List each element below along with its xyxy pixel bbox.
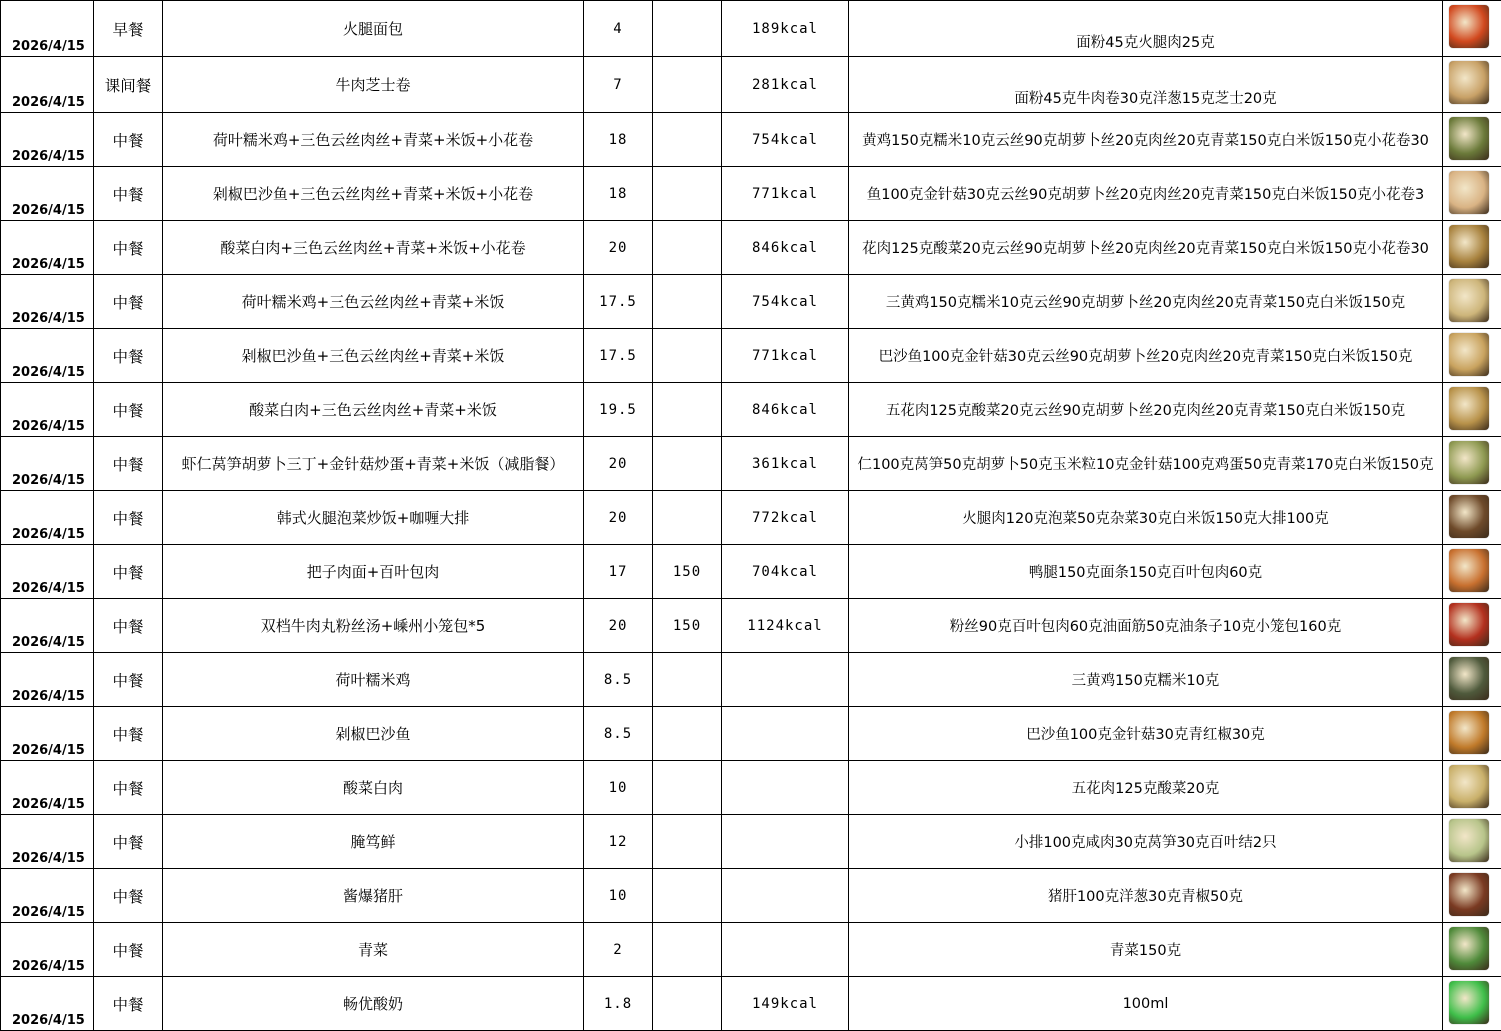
price-cell[interactable]: 2 <box>584 923 653 977</box>
dish-photo-cell[interactable] <box>1443 815 1501 869</box>
dish-photo-icon[interactable] <box>1449 711 1489 754</box>
grams-cell[interactable] <box>653 1 722 57</box>
grams-cell[interactable] <box>653 815 722 869</box>
price-cell[interactable]: 4 <box>584 1 653 57</box>
date-cell[interactable]: 2026/4/15 <box>1 815 94 869</box>
price-cell[interactable]: 20 <box>584 491 653 545</box>
table-row[interactable] <box>1 869 1501 923</box>
dish-photo-cell[interactable] <box>1443 869 1501 923</box>
meal-type-cell[interactable]: 中餐 <box>94 815 163 869</box>
price-cell[interactable]: 8.5 <box>584 707 653 761</box>
grams-cell[interactable] <box>653 923 722 977</box>
table-row[interactable] <box>1 815 1501 869</box>
calories-cell[interactable]: 846kcal <box>722 383 849 437</box>
ingredients-text: 鸭腿150克面条150克百叶包肉60克 <box>849 561 1442 582</box>
dish-photo-cell[interactable] <box>1443 437 1501 491</box>
dish-photo-icon[interactable] <box>1449 927 1489 970</box>
date-cell[interactable]: 2026/4/15 <box>1 491 94 545</box>
ingredients-cell[interactable] <box>849 491 1443 545</box>
date-cell[interactable]: 2026/4/15 <box>1 599 94 653</box>
dish-photo-cell[interactable] <box>1443 923 1501 977</box>
ingredients-cell[interactable] <box>849 545 1443 599</box>
price-cell[interactable]: 8.5 <box>584 653 653 707</box>
date-cell[interactable]: 2026/4/15 <box>1 383 94 437</box>
meal-type-cell[interactable]: 中餐 <box>94 167 163 221</box>
ingredients-text: 火腿肉120克泡菜50克杂菜30克白米饭150克大排100克 <box>849 507 1442 528</box>
dish-name-cell[interactable]: 韩式火腿泡菜炒饭+咖喱大排 <box>163 491 584 545</box>
calories-cell[interactable]: 361kcal <box>722 437 849 491</box>
price-cell[interactable]: 20 <box>584 599 653 653</box>
calories-cell[interactable]: 754kcal <box>722 113 849 167</box>
dish-photo-cell[interactable] <box>1443 599 1501 653</box>
calories-cell[interactable]: 771kcal <box>722 329 849 383</box>
calories-cell[interactable]: 1124kcal <box>722 599 849 653</box>
table-row[interactable] <box>1 545 1501 599</box>
dish-photo-icon[interactable] <box>1449 387 1489 430</box>
dish-name-cell[interactable]: 双档牛肉丸粉丝汤+嵊州小笼包*5 <box>163 599 584 653</box>
table-row[interactable] <box>1 113 1501 167</box>
grams-cell[interactable] <box>653 977 722 1031</box>
ingredients-text: 巴沙鱼100克金针菇30克云丝90克胡萝卜丝20克肉丝20克青菜150克白米饭150克 <box>849 345 1442 366</box>
calories-cell[interactable] <box>722 815 849 869</box>
date-cell[interactable]: 2026/4/15 <box>1 113 94 167</box>
grams-cell[interactable]: 150 <box>653 599 722 653</box>
ingredients-cell[interactable] <box>849 923 1443 977</box>
date-cell[interactable]: 2026/4/15 <box>1 167 94 221</box>
ingredients-text: 三黄鸡150克糯米10克云丝90克胡萝卜丝20克肉丝20克青菜150克白米饭150克 <box>849 291 1442 312</box>
dish-name-cell[interactable]: 剁椒巴沙鱼+三色云丝肉丝+青菜+米饭 <box>163 329 584 383</box>
meal-type-cell[interactable]: 中餐 <box>94 707 163 761</box>
dish-photo-icon[interactable] <box>1449 549 1489 592</box>
date-cell[interactable]: 2026/4/15 <box>1 923 94 977</box>
dish-photo-cell[interactable] <box>1443 57 1501 113</box>
dish-photo-icon[interactable] <box>1449 819 1489 862</box>
ingredients-cell[interactable] <box>849 275 1443 329</box>
date-cell[interactable]: 2026/4/15 <box>1 1 94 57</box>
ingredients-cell[interactable] <box>849 977 1443 1031</box>
meal-type-cell[interactable]: 中餐 <box>94 491 163 545</box>
ingredients-cell[interactable] <box>849 707 1443 761</box>
dish-photo-icon[interactable] <box>1449 279 1489 322</box>
table-row[interactable] <box>1 275 1501 329</box>
dish-photo-cell[interactable] <box>1443 383 1501 437</box>
calories-cell[interactable] <box>722 923 849 977</box>
table-row[interactable] <box>1 707 1501 761</box>
ingredients-cell[interactable] <box>849 869 1443 923</box>
dish-photo-icon[interactable] <box>1449 61 1489 104</box>
grams-cell[interactable]: 150 <box>653 545 722 599</box>
date-cell[interactable]: 2026/4/15 <box>1 437 94 491</box>
meal-type-cell[interactable]: 中餐 <box>94 383 163 437</box>
ingredients-cell[interactable] <box>849 329 1443 383</box>
grams-cell[interactable] <box>653 761 722 815</box>
ingredients-text: 巴沙鱼100克金针菇30克青红椒30克 <box>849 723 1442 744</box>
table-row[interactable] <box>1 57 1501 113</box>
grams-cell[interactable] <box>653 329 722 383</box>
dish-name-cell[interactable]: 酱爆猪肝 <box>163 869 584 923</box>
calories-cell[interactable]: 846kcal <box>722 221 849 275</box>
ingredients-text: 粉丝90克百叶包肉60克油面筋50克油条子10克小笼包160克 <box>849 615 1442 636</box>
meal-type-cell[interactable]: 中餐 <box>94 599 163 653</box>
meal-type-cell[interactable]: 中餐 <box>94 275 163 329</box>
ingredients-text: 面粉45克牛肉卷30克洋葱15克芝士20克 <box>849 87 1442 108</box>
meal-type-cell[interactable]: 中餐 <box>94 437 163 491</box>
dish-photo-cell[interactable] <box>1443 707 1501 761</box>
grams-cell[interactable] <box>653 113 722 167</box>
meal-type-cell[interactable]: 中餐 <box>94 545 163 599</box>
ingredients-cell[interactable] <box>849 653 1443 707</box>
ingredients-text: 鱼100克金针菇30克云丝90克胡萝卜丝20克肉丝20克青菜150克白米饭150克小花卷3 <box>849 183 1442 204</box>
dish-name-cell[interactable]: 畅优酸奶 <box>163 977 584 1031</box>
ingredients-text: 三黄鸡150克糯米10克 <box>849 669 1442 690</box>
dish-photo-cell[interactable] <box>1443 275 1501 329</box>
meal-type-cell[interactable]: 中餐 <box>94 653 163 707</box>
price-cell[interactable]: 18 <box>584 113 653 167</box>
meal-type-cell[interactable]: 课间餐 <box>94 57 163 113</box>
ingredients-text: 五花肉125克酸菜20克 <box>849 777 1442 798</box>
table-row[interactable] <box>1 329 1501 383</box>
grams-cell[interactable] <box>653 167 722 221</box>
dish-photo-icon[interactable] <box>1449 171 1489 214</box>
table-row[interactable] <box>1 653 1501 707</box>
grams-cell[interactable] <box>653 707 722 761</box>
date-cell[interactable]: 2026/4/15 <box>1 761 94 815</box>
dish-photo-icon[interactable] <box>1449 981 1489 1024</box>
dish-name-cell[interactable]: 虾仁莴笋胡萝卜三丁+金针菇炒蛋+青菜+米饭（减脂餐） <box>163 437 584 491</box>
dish-name-cell[interactable]: 剁椒巴沙鱼 <box>163 707 584 761</box>
meal-type-cell[interactable]: 中餐 <box>94 113 163 167</box>
price-cell[interactable]: 10 <box>584 869 653 923</box>
dish-photo-cell[interactable] <box>1443 977 1501 1031</box>
ingredients-text: 青菜150克 <box>849 939 1442 960</box>
grams-cell[interactable] <box>653 491 722 545</box>
grams-cell[interactable] <box>653 383 722 437</box>
ingredients-text: 面粉45克火腿肉25克 <box>849 31 1442 52</box>
grams-cell[interactable] <box>653 275 722 329</box>
meal-type-cell[interactable]: 中餐 <box>94 869 163 923</box>
dish-name-cell[interactable]: 火腿面包 <box>163 1 584 57</box>
calories-cell[interactable]: 771kcal <box>722 167 849 221</box>
grams-cell[interactable] <box>653 221 722 275</box>
date-cell[interactable]: 2026/4/15 <box>1 545 94 599</box>
meal-type-cell[interactable]: 中餐 <box>94 923 163 977</box>
dish-photo-cell[interactable] <box>1443 113 1501 167</box>
dish-photo-cell[interactable] <box>1443 1 1501 57</box>
ingredients-cell[interactable] <box>849 815 1443 869</box>
ingredients-cell[interactable] <box>849 599 1443 653</box>
price-cell[interactable]: 7 <box>584 57 653 113</box>
date-cell[interactable]: 2026/4/15 <box>1 653 94 707</box>
dish-name-cell[interactable]: 荷叶糯米鸡 <box>163 653 584 707</box>
meal-type-cell[interactable]: 中餐 <box>94 221 163 275</box>
table-row[interactable] <box>1 923 1501 977</box>
price-cell[interactable]: 17 <box>584 545 653 599</box>
price-cell[interactable]: 20 <box>584 221 653 275</box>
calories-cell[interactable]: 149kcal <box>722 977 849 1031</box>
ingredients-text: 100ml <box>849 996 1442 1012</box>
meal-type-cell[interactable]: 中餐 <box>94 329 163 383</box>
dish-name-cell[interactable]: 酸菜白肉+三色云丝肉丝+青菜+米饭 <box>163 383 584 437</box>
date-cell[interactable]: 2026/4/15 <box>1 275 94 329</box>
price-cell[interactable]: 17.5 <box>584 329 653 383</box>
dish-name-cell[interactable]: 酸菜白肉+三色云丝肉丝+青菜+米饭+小花卷 <box>163 221 584 275</box>
meal-type-cell[interactable]: 中餐 <box>94 977 163 1031</box>
dish-name-cell[interactable]: 把子肉面+百叶包肉 <box>163 545 584 599</box>
dish-photo-icon[interactable] <box>1449 765 1489 808</box>
dish-name-cell[interactable]: 荷叶糯米鸡+三色云丝肉丝+青菜+米饭+小花卷 <box>163 113 584 167</box>
dish-photo-cell[interactable] <box>1443 761 1501 815</box>
dish-photo-cell[interactable] <box>1443 491 1501 545</box>
dish-photo-icon[interactable] <box>1449 333 1489 376</box>
ingredients-text: 黄鸡150克糯米10克云丝90克胡萝卜丝20克肉丝20克青菜150克白米饭150克小花卷30 <box>849 129 1442 150</box>
ingredients-cell[interactable] <box>849 1 1443 57</box>
table-row[interactable] <box>1 977 1501 1031</box>
meal-type-cell[interactable]: 早餐 <box>94 1 163 57</box>
dish-name-cell[interactable]: 牛肉芝士卷 <box>163 57 584 113</box>
price-cell[interactable]: 18 <box>584 167 653 221</box>
dish-photo-icon[interactable] <box>1449 117 1489 160</box>
dish-photo-icon[interactable] <box>1449 5 1489 48</box>
price-cell[interactable]: 20 <box>584 437 653 491</box>
price-cell[interactable]: 19.5 <box>584 383 653 437</box>
table-row[interactable] <box>1 599 1501 653</box>
calories-cell[interactable]: 704kcal <box>722 545 849 599</box>
meal-type-cell[interactable]: 中餐 <box>94 761 163 815</box>
ingredients-cell[interactable] <box>849 113 1443 167</box>
ingredients-cell[interactable] <box>849 221 1443 275</box>
ingredients-cell[interactable] <box>849 57 1443 113</box>
dish-photo-icon[interactable] <box>1449 873 1489 916</box>
ingredients-cell[interactable] <box>849 167 1443 221</box>
ingredients-cell[interactable] <box>849 383 1443 437</box>
ingredients-cell[interactable] <box>849 437 1443 491</box>
price-cell[interactable]: 17.5 <box>584 275 653 329</box>
table-row[interactable] <box>1 761 1501 815</box>
dish-photo-icon[interactable] <box>1449 495 1489 538</box>
dish-photo-cell[interactable] <box>1443 167 1501 221</box>
date-cell[interactable]: 2026/4/15 <box>1 977 94 1031</box>
dish-photo-cell[interactable] <box>1443 653 1501 707</box>
dish-photo-cell[interactable] <box>1443 545 1501 599</box>
dish-name-cell[interactable]: 荷叶糯米鸡+三色云丝肉丝+青菜+米饭 <box>163 275 584 329</box>
calories-cell[interactable] <box>722 761 849 815</box>
grams-cell[interactable] <box>653 437 722 491</box>
ingredients-text: 仁100克莴笋50克胡萝卜50克玉米粒10克金针菇100克鸡蛋50克青菜170克白米饭150克 <box>849 453 1442 474</box>
date-cell[interactable]: 2026/4/15 <box>1 221 94 275</box>
grams-cell[interactable] <box>653 869 722 923</box>
dish-photo-icon[interactable] <box>1449 657 1489 700</box>
price-cell[interactable]: 12 <box>584 815 653 869</box>
dish-name-cell[interactable]: 腌笃鲜 <box>163 815 584 869</box>
dish-photo-icon[interactable] <box>1449 603 1489 646</box>
ingredients-text: 五花肉125克酸菜20克云丝90克胡萝卜丝20克肉丝20克青菜150克白米饭150克 <box>849 399 1442 420</box>
date-cell[interactable]: 2026/4/15 <box>1 57 94 113</box>
dish-photo-cell[interactable] <box>1443 329 1501 383</box>
table-row[interactable] <box>1 167 1501 221</box>
dish-name-cell[interactable]: 青菜 <box>163 923 584 977</box>
calories-cell[interactable]: 281kcal <box>722 57 849 113</box>
calories-cell[interactable] <box>722 707 849 761</box>
dish-name-cell[interactable]: 酸菜白肉 <box>163 761 584 815</box>
calories-cell[interactable]: 754kcal <box>722 275 849 329</box>
dish-name-cell[interactable]: 剁椒巴沙鱼+三色云丝肉丝+青菜+米饭+小花卷 <box>163 167 584 221</box>
calories-cell[interactable] <box>722 869 849 923</box>
date-cell[interactable]: 2026/4/15 <box>1 869 94 923</box>
ingredients-text: 花肉125克酸菜20克云丝90克胡萝卜丝20克肉丝20克青菜150克白米饭150克小花卷30 <box>849 237 1442 258</box>
dish-photo-icon[interactable] <box>1449 441 1489 484</box>
calories-cell[interactable]: 772kcal <box>722 491 849 545</box>
table-row[interactable] <box>1 221 1501 275</box>
table-row[interactable] <box>1 1 1501 57</box>
calories-cell[interactable]: 189kcal <box>722 1 849 57</box>
ingredients-cell[interactable] <box>849 761 1443 815</box>
grams-cell[interactable] <box>653 57 722 113</box>
calories-cell[interactable] <box>722 653 849 707</box>
dish-photo-cell[interactable] <box>1443 221 1501 275</box>
dish-photo-icon[interactable] <box>1449 225 1489 268</box>
grams-cell[interactable] <box>653 653 722 707</box>
table-row[interactable] <box>1 437 1501 491</box>
date-cell[interactable]: 2026/4/15 <box>1 329 94 383</box>
table-row[interactable] <box>1 491 1501 545</box>
price-cell[interactable]: 10 <box>584 761 653 815</box>
price-cell[interactable]: 1.8 <box>584 977 653 1031</box>
date-cell[interactable]: 2026/4/15 <box>1 707 94 761</box>
table-row[interactable] <box>1 383 1501 437</box>
ingredients-text: 小排100克咸肉30克莴笋30克百叶结2只 <box>849 831 1442 852</box>
ingredients-text: 猪肝100克洋葱30克青椒50克 <box>849 885 1442 906</box>
